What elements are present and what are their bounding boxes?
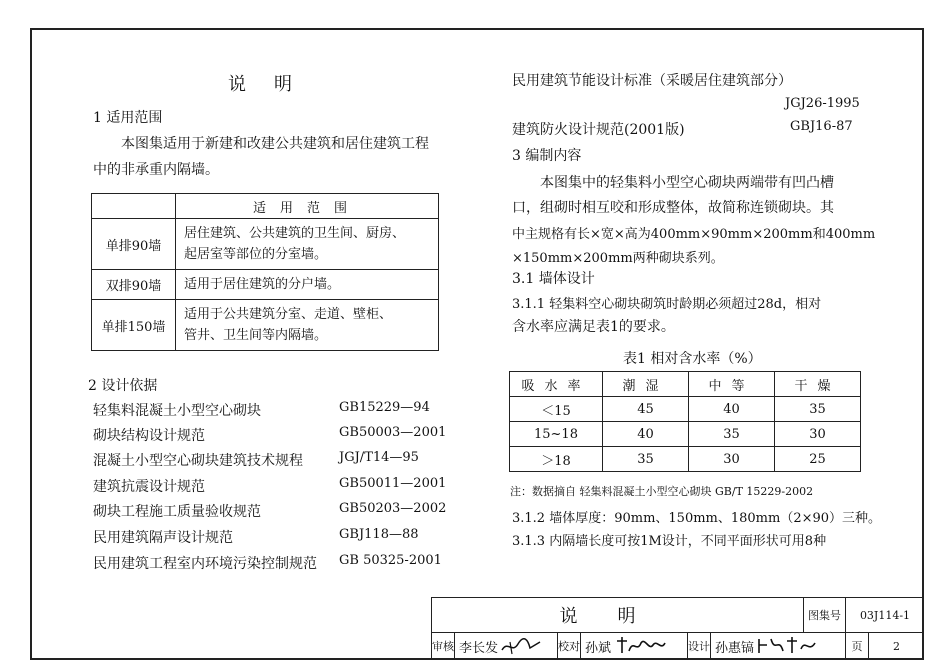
table-row (510, 447, 861, 472)
table-row (92, 300, 439, 351)
reference-item: 民用建筑隔声设计规范 GBJ118—88 (93, 527, 419, 546)
section-3-para-line3: 中主规格有长×宽×高为400mm×90mm×200mm和400mm (512, 227, 876, 242)
design-name: 孙惠镐 (710, 632, 846, 660)
table-header-scope: 适用范围 (176, 194, 439, 219)
row-label: 双排90墙 (92, 270, 176, 300)
section-3-1-2: 3.1.2 墙体厚度：90mm、150mm、180mm（2×90）三种。 (512, 511, 882, 526)
reference-continued-2: 建筑防火设计规范(2001版) (512, 122, 685, 138)
page-number: 2 (868, 632, 924, 660)
section-3-title: 3 编制内容 (512, 148, 582, 164)
section-3-para-line1: 本图集中的轻集料小型空心砌块两端带有凹凸槽 (540, 175, 834, 191)
designer-signature (757, 635, 819, 657)
page-label: 页 (845, 632, 869, 660)
section-1-title: 1 适用范围 (93, 110, 163, 126)
table-header-cell: 中等 (689, 372, 775, 397)
reference-continued-1: 民用建筑节能设计标准（采暖居住建筑部分） (512, 73, 792, 89)
table-cell: 45 (603, 397, 689, 422)
table-row (92, 219, 439, 270)
table-header-row (92, 194, 439, 219)
section-3-1-3: 3.1.3 内隔墙长度可按1M设计，不同平面形状可用8种 (512, 534, 827, 549)
table-cell: 30 (689, 447, 775, 472)
section-3-para-line2: 口，组砌时相互咬和形成整体，故简称连锁砌块。其 (512, 200, 834, 216)
table-header-row (510, 372, 861, 397)
table-cell: 40 (689, 397, 775, 422)
row-desc: 居住建筑、公共建筑的卫生间、厨房、 起居室等部位的分室墙。 (176, 219, 439, 270)
row-desc: 适用于公共建筑分室、走道、壁柜、 管井、卫生间等内隔墙。 (176, 300, 439, 351)
table-cell: 35 (775, 397, 861, 422)
table-note: 注：数据摘自 轻集料混凝土小型空心砌块 GB/T 15229-2002 (510, 485, 814, 498)
reference-continued-2-code: GBJ16-87 (790, 119, 853, 134)
row-label: 单排90墙 (92, 219, 176, 270)
table-cell: 40 (603, 422, 689, 447)
table-cell: 30 (775, 422, 861, 447)
moisture-table (509, 371, 861, 472)
table-row (510, 422, 861, 447)
reviewer-signature (500, 636, 542, 656)
table-header-cell: 干燥 (775, 372, 861, 397)
row-desc: 适用于居住建筑的分户墙。 (176, 270, 439, 300)
row-label: 单排150墙 (92, 300, 176, 351)
review-name: 李长发 (454, 632, 558, 660)
section-3-1-1-line1: 3.1.1 轻集料空心砌块砌筑时龄期必须超过28d，相对 (512, 297, 822, 312)
reference-item: 民用建筑工程室内环境污染控制规范 GB 50325-2001 (93, 553, 442, 572)
checker-signature (615, 635, 667, 657)
table-header-cell: 潮湿 (603, 372, 689, 397)
check-label: 校对 (557, 632, 581, 660)
title-block (431, 597, 924, 660)
title-block-title: 说明 (431, 597, 803, 633)
table-1-title: 表1 相对含水率（%） (623, 351, 762, 367)
atlas-number: 03J114-1 (845, 597, 924, 633)
design-label: 设计 (687, 632, 711, 660)
section-3-1-1-line2: 含水率应满足表1的要求。 (512, 319, 675, 335)
reference-item: 建筑抗震设计规范 GB50011—2001 (93, 476, 447, 495)
section-2-title: 2 设计依据 (88, 378, 158, 394)
table-header-cell: 吸水率 (510, 372, 603, 397)
table-row (510, 397, 861, 422)
table-cell: 15~18 (510, 422, 603, 447)
reference-item: 轻集料混凝土小型空心砌块 GB15229—94 (93, 400, 430, 419)
table-cell: ＜15 (510, 397, 603, 422)
page-heading: 说明 (228, 74, 320, 95)
check-name: 孙斌 (580, 632, 688, 660)
section-1-para-line1: 本图集适用于新建和改建公共建筑和居住建筑工程 (121, 136, 429, 152)
table-cell: 25 (775, 447, 861, 472)
review-label: 审核 (431, 632, 455, 660)
reference-item: 混凝土小型空心砌块建筑技术规程 JGJ/T14—95 (93, 450, 419, 469)
section-1-para-line2: 中的非承重内隔墙。 (93, 162, 219, 178)
table-row (92, 270, 439, 300)
section-3-1-title: 3.1 墙体设计 (512, 271, 595, 287)
reference-continued-1-code: JGJ26-1995 (785, 96, 860, 111)
reference-item: 砌块结构设计规范 GB50003—2001 (93, 425, 447, 444)
scope-table (91, 193, 439, 351)
table-cell: ＞18 (510, 447, 603, 472)
reference-item: 砌块工程施工质量验收规范 GB50203—2002 (93, 501, 447, 520)
atlas-number-label: 图集号 (803, 597, 846, 633)
section-3-para-line4: ×150mm×200mm两种砌块系列。 (512, 251, 724, 266)
table-cell: 35 (603, 447, 689, 472)
table-header-empty (92, 194, 176, 219)
table-cell: 35 (689, 422, 775, 447)
